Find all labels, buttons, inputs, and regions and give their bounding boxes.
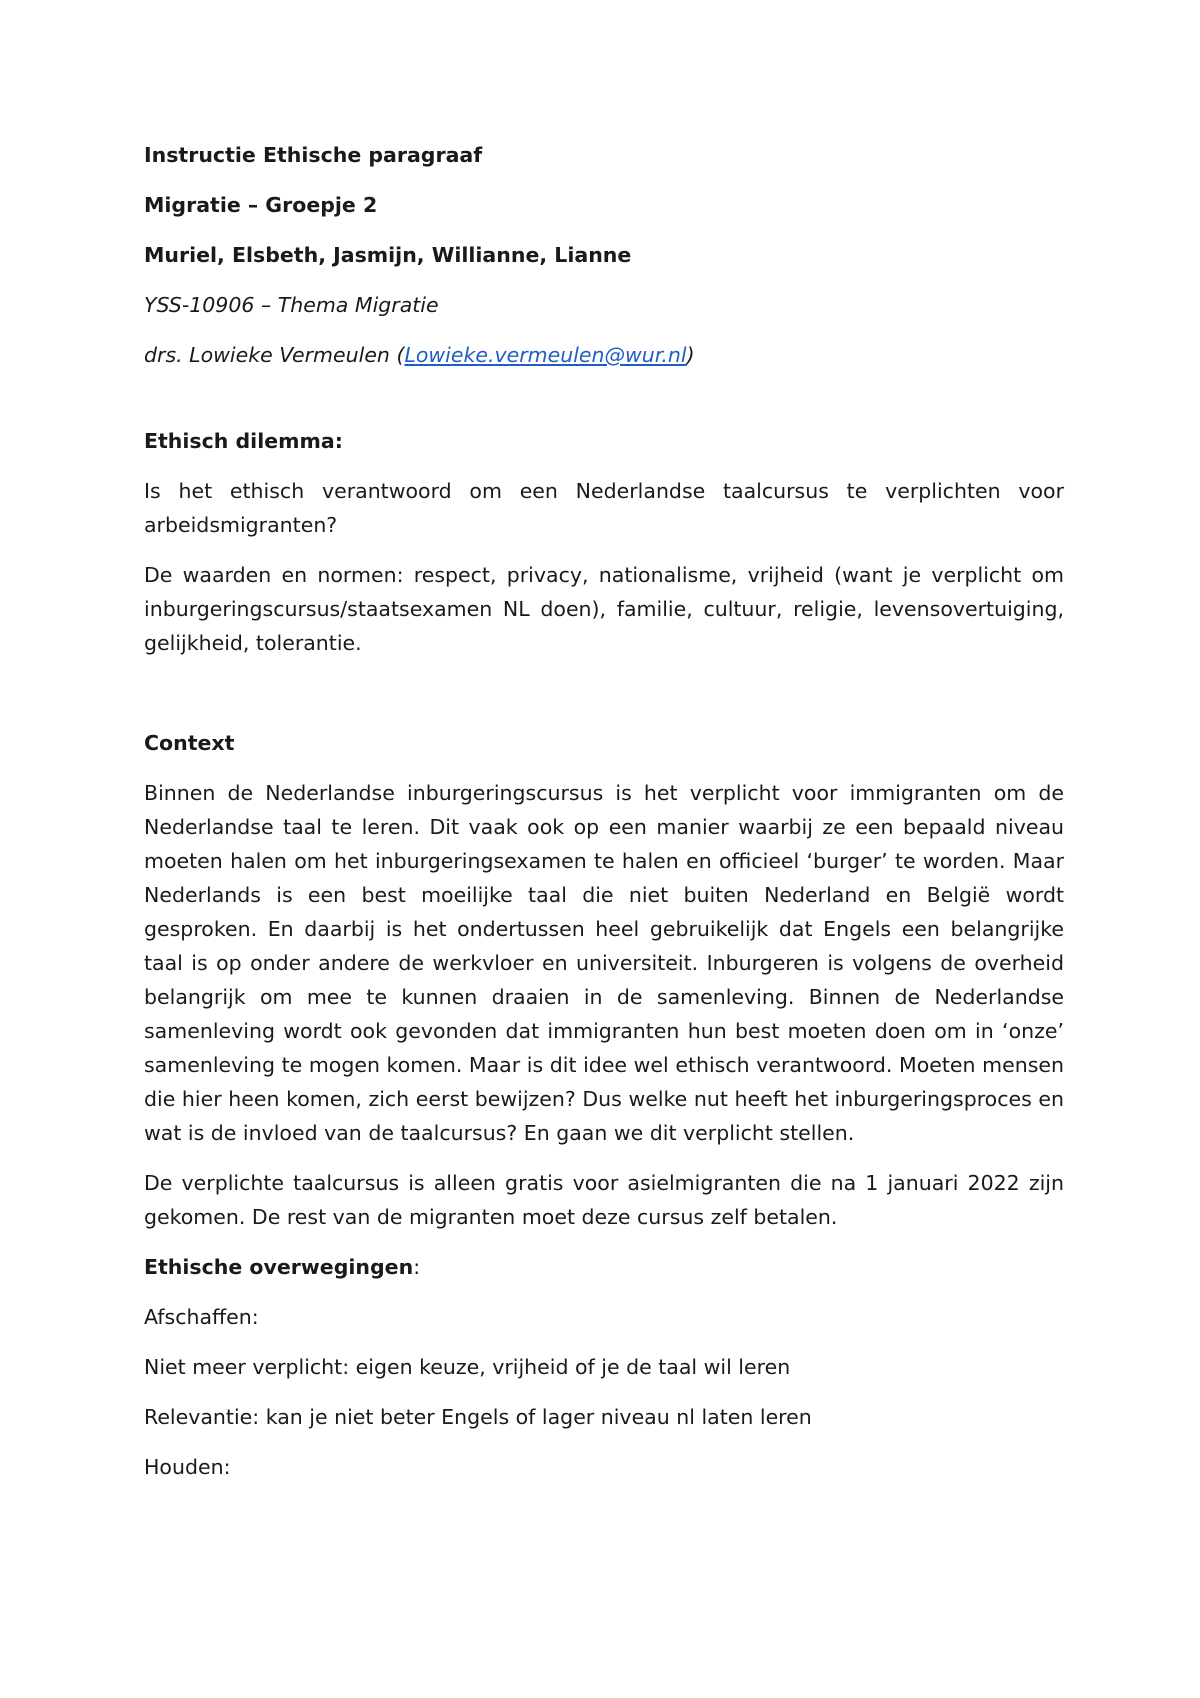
authors-line: Muriel, Elsbeth, Jasmijn, Willianne, Lianne — [144, 243, 632, 267]
context-paragraph-1: Binnen de Nederlandse inburgeringscursus is het verplicht voor immigranten om de Nederlandse taal te leren. Dit vaak ook op een manier waarbij ze een bepaald niveau moeten halen om het inburgeringsexamen te halen en officieel ‘burger’ te worden. Maar Nederlands is een best moeilijke taal die niet buiten Nederland en België wordt gesproken. En daarbij is het ondertussen heel gebruikelijk dat Engels een belangrijke taal is op onder andere de werkvloer en universiteit. Inburgeren is volgens de overheid belangrijk om mee te kunnen draaien in de samenleving. Binnen de Nederlandse samenleving wordt ook gevonden dat immigranten hun best moeten doen om in ‘onze’ samenleving te mogen komen. Maar is dit idee wel ethisch verantwoord. Moeten mensen die hier heen komen, zich eerst bewijzen? Dus welke nut heeft het inburgeringsproces en wat is de invloed van de taalcursus? En gaan we dit verplicht stellen. — [144, 781, 1064, 1145]
supervisor-email-link[interactable]: Lowieke.vermeulen@wur.nl — [404, 343, 687, 367]
considerations-heading-line — [144, 1250, 1064, 1284]
relevance-point: Relevantie: kan je niet beter Engels of lager niveau nl laten leren — [144, 1405, 812, 1429]
dilemma-heading: Ethisch dilemma: — [144, 429, 343, 453]
considerations-heading-colon: : — [413, 1255, 421, 1279]
abolish-label: Afschaffen: — [144, 1305, 259, 1329]
not-mandatory-point: Niet meer verplicht: eigen keuze, vrijheid of je de taal wil leren — [144, 1355, 791, 1379]
context-heading: Context — [144, 731, 235, 755]
document-title: Instructie Ethische paragraaf — [144, 143, 483, 167]
supervisor-suffix: ) — [686, 343, 695, 367]
context-paragraph-2: De verplichte taalcursus is alleen gratis voor asielmigranten die na 1 januari 2022 zijn gekomen. De rest van de migranten moet deze cursus zelf betalen. — [144, 1171, 1064, 1229]
document-page — [144, 138, 1064, 1500]
considerations-heading: Ethische overwegingen — [144, 1255, 414, 1279]
course-line: YSS-10906 – Thema Migratie — [144, 293, 439, 317]
dilemma-question: Is het ethisch verantwoord om een Nederlandse taalcursus te verplichten voor arbeidsmigranten? — [144, 479, 1064, 537]
keep-label: Houden: — [144, 1455, 231, 1479]
supervisor-line — [144, 338, 1064, 372]
document-subtitle: Migratie – Groepje 2 — [144, 193, 378, 217]
dilemma-values: De waarden en normen: respect, privacy, nationalisme, vrijheid (want je verplicht om inburgeringscursus/staatsexamen NL doen), familie, cultuur, religie, levensovertuiging, gelijkheid, tolerantie. — [144, 563, 1064, 655]
supervisor-name: drs. Lowieke Vermeulen ( — [144, 343, 405, 367]
